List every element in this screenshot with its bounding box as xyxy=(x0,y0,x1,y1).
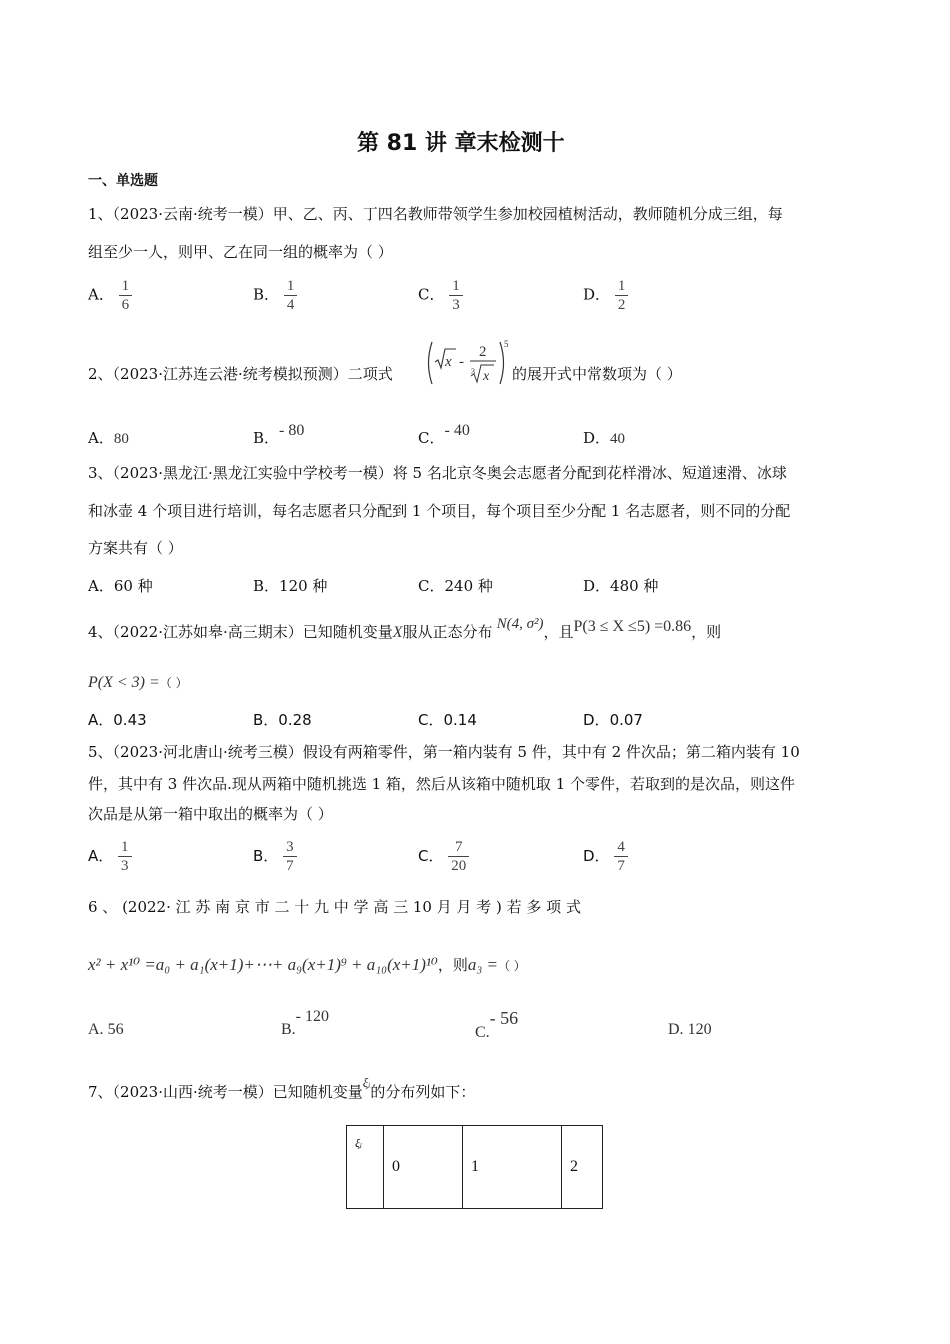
fraction-denominator: 2 xyxy=(617,297,626,313)
q4-mid1: 服从正态分布 xyxy=(402,623,493,641)
option-label: A． xyxy=(88,711,114,729)
q4-ask-expression: P(X < 3) = xyxy=(88,674,160,691)
table-cell: 2 xyxy=(562,1126,603,1209)
page-title: 第 81 讲 章末检测十 xyxy=(357,131,565,156)
minus-sign: - xyxy=(459,354,464,370)
option-value: 0.14 xyxy=(443,711,477,729)
q6-option-a[interactable] xyxy=(88,1021,124,1039)
q4-option-b[interactable] xyxy=(253,709,312,730)
option-label: A. xyxy=(88,1021,104,1038)
table-row xyxy=(347,1126,603,1209)
q5-line2: 件，其中有 3 件次品.现从两箱中随机挑选 1 箱，然后从该箱中随机取 1 个零件，若取到的是次品，则这件 xyxy=(88,775,796,793)
fraction xyxy=(284,277,298,314)
option-label: D． xyxy=(583,429,611,447)
q1-option-c[interactable] xyxy=(418,277,463,314)
q1-line1: 1、（2023·云南·统考一模）甲、乙、丙、丁四名教师带领学生参加校园植树活动，教师随机分成三组，每 xyxy=(88,205,783,223)
q4-ask-paren: （ ） xyxy=(159,676,188,690)
q1-option-a[interactable] xyxy=(88,277,132,314)
fraction xyxy=(449,277,463,314)
q4-line1 xyxy=(88,617,721,648)
fraction-numerator: 1 xyxy=(121,278,130,294)
option-label: D． xyxy=(583,847,610,865)
fraction xyxy=(283,838,297,875)
q3-option-c[interactable] xyxy=(418,575,493,596)
q6-polynomial: x² + x¹⁰ =a₀ + a₁(x+1)+⋯+ a₉(x+1)⁹ + a₁₀(x+1)¹⁰ xyxy=(88,955,438,974)
q5-option-d[interactable] xyxy=(583,838,628,875)
option-value: 60 种 xyxy=(113,577,153,595)
fraction-numerator: 1 xyxy=(286,278,295,294)
option-label: B. xyxy=(281,1021,296,1038)
sqrt-radicand: x xyxy=(445,354,452,370)
q6-option-b[interactable] xyxy=(281,1008,329,1039)
option-label: A． xyxy=(88,847,114,865)
option-label: C． xyxy=(418,577,445,595)
option-label: B． xyxy=(253,285,280,304)
q5-option-a[interactable] xyxy=(88,838,132,875)
q3-option-b[interactable] xyxy=(253,575,327,596)
option-value: 56 xyxy=(107,1021,124,1038)
fraction xyxy=(119,277,133,314)
fraction-denominator: 7 xyxy=(286,858,294,874)
q3-line3: 方案共有（ ） xyxy=(88,539,183,557)
fraction-numerator: 7 xyxy=(455,839,463,855)
fraction xyxy=(614,838,628,875)
q3-line1: 3、（2023·黑龙江·黑龙江实验中学校考一模）将 5 名北京冬奥会志愿者分配到花样滑冰、短道速滑、冰球 xyxy=(88,464,787,482)
q4-mid3: ，则 xyxy=(691,623,722,641)
q6-paren: （ ） xyxy=(497,959,526,973)
option-label: D． xyxy=(583,711,610,729)
q7-variable: ξᵢ xyxy=(362,1075,371,1090)
q7-prefix: 7、（2023·山西·统考一模）已知随机变量 xyxy=(88,1083,363,1101)
q6-line2 xyxy=(88,950,526,981)
option-label: A． xyxy=(88,429,114,447)
q3-line2: 和冰壶 4 个项目进行培训，每名志愿者只分配到 1 个项目，每个项目至少分配 1 名志愿者，则不同的分配 xyxy=(88,502,791,520)
fraction-denominator: 6 xyxy=(121,297,130,313)
option-label: C． xyxy=(418,285,445,304)
option-label: A． xyxy=(88,577,114,595)
q6-option-c[interactable] xyxy=(475,1008,519,1042)
option-value: 80 xyxy=(113,431,129,447)
q1-option-b[interactable] xyxy=(253,277,297,314)
table-cell: 0 xyxy=(384,1126,463,1209)
q4-mid2: ，且 xyxy=(543,623,574,641)
distribution-table xyxy=(346,1125,603,1209)
option-label: A． xyxy=(88,285,114,304)
option-label: C. xyxy=(475,1024,490,1041)
q2-option-c[interactable] xyxy=(418,422,470,448)
option-label: B． xyxy=(253,577,280,595)
q5-option-b[interactable] xyxy=(253,838,297,875)
option-label: C． xyxy=(418,711,444,729)
q4-variable: X xyxy=(392,624,403,641)
option-label: D. xyxy=(668,1021,684,1038)
option-value: 240 种 xyxy=(444,577,493,595)
option-value: 120 种 xyxy=(279,577,328,595)
option-value: 120 xyxy=(687,1021,712,1038)
option-value: 480 种 xyxy=(610,577,659,595)
fraction xyxy=(118,838,132,875)
fraction-denominator: 20 xyxy=(451,858,467,874)
q5-line1: 5、（2023·河北唐山·统考三模）假设有两箱零件，第一箱内装有 5 件，其中有 2 件次品；第二箱内装有 10 xyxy=(88,743,800,761)
q4-normal-dist: N(4, σ²) xyxy=(496,616,544,632)
coef-numerator: 2 xyxy=(479,344,487,360)
fraction-numerator: 1 xyxy=(452,278,460,294)
fraction-numerator: 1 xyxy=(617,278,626,294)
fraction-numerator: 4 xyxy=(617,839,625,855)
option-label: D． xyxy=(583,285,611,304)
table-header-cell: ξᵢ xyxy=(347,1126,384,1209)
option-value: - 56 xyxy=(489,1008,519,1028)
root-radicand: x xyxy=(483,369,490,384)
q4-option-d[interactable] xyxy=(583,709,643,730)
q7-suffix: 的分布列如下： xyxy=(370,1083,476,1101)
q4-option-c[interactable] xyxy=(418,709,477,730)
option-value: 0.28 xyxy=(278,711,312,729)
q1-option-d[interactable] xyxy=(583,277,628,314)
fraction xyxy=(448,838,469,875)
option-label: D． xyxy=(583,577,611,595)
binomial-expression xyxy=(424,338,514,388)
option-value: 0.07 xyxy=(609,711,643,729)
table-cell: 1 xyxy=(463,1126,562,1209)
fraction-numerator: 1 xyxy=(121,839,129,855)
q2-option-b[interactable] xyxy=(253,422,305,448)
option-value: 0.43 xyxy=(113,711,147,729)
q6-ask: a₃ = xyxy=(467,955,498,974)
option-value: - 80 xyxy=(279,422,305,439)
q2-prefix: 2、（2023·江苏连云港·统考模拟预测）二项式 xyxy=(88,365,393,383)
q7-line1 xyxy=(88,1077,475,1108)
option-value: - 120 xyxy=(295,1008,329,1025)
q4-line2 xyxy=(88,667,188,698)
q5-option-c[interactable] xyxy=(418,838,469,875)
fraction-denominator: 7 xyxy=(617,858,625,874)
binomial-expression-svg xyxy=(424,338,514,388)
fraction-numerator: 3 xyxy=(286,839,294,855)
option-value: 40 xyxy=(610,431,626,447)
fraction-denominator: 4 xyxy=(286,297,295,313)
fraction-denominator: 3 xyxy=(121,858,129,874)
option-value: - 40 xyxy=(444,422,470,439)
q6-tail: ，则 xyxy=(437,956,468,974)
q4-probability: P(3 ≤ X ≤5) =0.86 xyxy=(573,618,692,635)
option-label: B． xyxy=(253,429,280,447)
binomial-exponent: 5 xyxy=(504,339,509,349)
q2-option-a[interactable] xyxy=(88,427,129,448)
q2-suffix: 的展开式中常数项为（ ） xyxy=(512,365,682,383)
option-label: C． xyxy=(418,847,444,865)
q3-option-a[interactable] xyxy=(88,575,153,596)
option-label: B． xyxy=(253,711,279,729)
q4-option-a[interactable] xyxy=(88,709,147,730)
q5-line3: 次品是从第一箱中取出的概率为（ ） xyxy=(88,805,333,823)
option-label: C． xyxy=(418,429,445,447)
option-label: B． xyxy=(253,847,279,865)
q1-line2: 组至少一人，则甲、乙在同一组的概率为（ ） xyxy=(88,243,393,261)
q3-option-d[interactable] xyxy=(583,575,658,596)
q4-prefix: 4、（2022·江苏如皋·高三期末）已知随机变量 xyxy=(88,623,393,641)
root-index: 3 xyxy=(471,367,475,376)
q6-line1: 6 、 (2022· 江 苏 南 京 市 二 十 九 中 学 高 三 10 月 月 考 ) 若 多 项 式 xyxy=(88,898,581,916)
q6-option-d[interactable] xyxy=(668,1021,712,1039)
fraction xyxy=(615,277,629,314)
section-heading: 一、单选题 xyxy=(88,173,158,189)
q2-option-d[interactable] xyxy=(583,427,625,448)
fraction-denominator: 3 xyxy=(452,297,460,313)
